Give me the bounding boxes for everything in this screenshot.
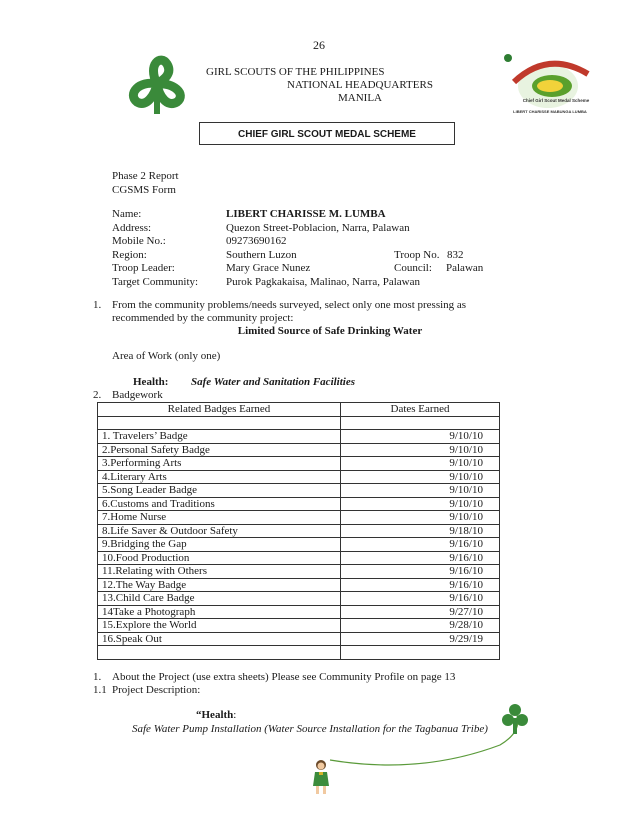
- empty-cell: [98, 416, 341, 430]
- badge-date-cell: 9/16/10: [341, 565, 500, 579]
- health-heading: [196, 709, 236, 722]
- table-row: [98, 551, 500, 565]
- badge-name-cell: 2.Personal Safety Badge: [98, 443, 341, 457]
- badge-date-cell: 9/16/10: [341, 551, 500, 565]
- name-label: Name:: [112, 208, 142, 220]
- badge-name-cell: 6.Customs and Traditions: [98, 497, 341, 511]
- project-logo: [502, 52, 594, 120]
- q1-answer: Limited Source of Safe Drinking Water: [237, 325, 423, 337]
- health-value: Safe Water and Sanitation Facilities: [191, 376, 356, 388]
- badge-date-cell: 9/10/10: [341, 511, 500, 525]
- badge-name-cell: 12.The Way Badge: [98, 578, 341, 592]
- badge-name-cell: 5.Song Leader Badge: [98, 484, 341, 498]
- address-label: Address:: [112, 222, 152, 234]
- q1-text-line2: recommended by the community project:: [112, 312, 294, 324]
- badge-name-cell: 1. Travelers’ Badge: [98, 430, 341, 444]
- badge-date-cell: 9/27/10: [341, 605, 500, 619]
- table-row: [98, 443, 500, 457]
- table-row: [98, 430, 500, 444]
- badge-name-cell: 13.Child Care Badge: [98, 592, 341, 606]
- badge-date-cell: 9/16/10: [341, 538, 500, 552]
- table-row: [98, 592, 500, 606]
- badge-name-cell: 16.Speak Out: [98, 632, 341, 646]
- leader-value: Mary Grace Nunez: [226, 262, 311, 274]
- table-empty-row: [98, 416, 500, 430]
- q1-number: 1.: [93, 299, 102, 311]
- table-row: [98, 605, 500, 619]
- address-value: Quezon Street-Poblacion, Narra, Palawan: [226, 222, 410, 234]
- badge-date-cell: 9/10/10: [341, 430, 500, 444]
- about-number: 1.: [93, 671, 102, 683]
- column-header-dates: Dates Earned: [341, 403, 500, 417]
- empty-cell: [341, 416, 500, 430]
- table-row: [98, 619, 500, 633]
- empty-cell: [341, 646, 500, 660]
- council-label: Council:: [394, 262, 432, 274]
- badge-name-cell: 3.Performing Arts: [98, 457, 341, 471]
- org-name: GIRL SCOUTS OF THE PHILIPPINES: [206, 66, 385, 78]
- leader-label: Troop Leader:: [112, 262, 175, 274]
- health-heading-colon: :: [233, 709, 237, 721]
- table-row: [98, 632, 500, 646]
- badge-name-cell: 9.Bridging the Gap: [98, 538, 341, 552]
- table-header-row: [98, 403, 500, 417]
- phase-label: Phase 2 Report: [112, 170, 179, 182]
- badge-name-cell: 4.Literary Arts: [98, 470, 341, 484]
- scheme-banner: CHIEF GIRL SCOUT MEDAL SCHEME: [199, 122, 455, 145]
- project-title: Safe Water Pump Installation (Water Source Installation for the Tagbanua Tribe): [132, 723, 488, 735]
- badge-name-cell: 7.Home Nurse: [98, 511, 341, 525]
- badge-name-cell: 11.Relating with Others: [98, 565, 341, 579]
- empty-cell: [98, 646, 341, 660]
- table-row: [98, 538, 500, 552]
- badge-name-cell: 8.Life Saver & Outdoor Safety: [98, 524, 341, 538]
- badge-date-cell: 9/10/10: [341, 457, 500, 471]
- badge-date-cell: 9/28/10: [341, 619, 500, 633]
- badge-name-cell: 10.Food Production: [98, 551, 341, 565]
- troop-value: 832: [447, 249, 464, 261]
- region-value: Southern Luzon: [226, 249, 297, 261]
- description-label: Project Description:: [112, 684, 201, 696]
- badge-date-cell: 9/10/10: [341, 497, 500, 511]
- girl-scout-figure: [310, 758, 332, 796]
- name-value: LIBERT CHARISSE M. LUMBA: [226, 208, 386, 220]
- badge-date-cell: 9/10/10: [341, 470, 500, 484]
- council-value: Palawan: [446, 262, 484, 274]
- org-hq: NATIONAL HEADQUARTERS: [287, 79, 433, 91]
- mobile-label: Mobile No.:: [112, 235, 166, 247]
- table-row: [98, 578, 500, 592]
- table-row: [98, 484, 500, 498]
- column-header-badges: Related Badges Earned: [98, 403, 341, 417]
- badge-date-cell: 9/10/10: [341, 484, 500, 498]
- page-number: 26: [313, 38, 325, 52]
- badge-date-cell: 9/29/19: [341, 632, 500, 646]
- table-row: [98, 524, 500, 538]
- trefoil-logo: [117, 50, 197, 118]
- health-label: Health:: [133, 376, 169, 388]
- community-label: Target Community:: [112, 276, 199, 288]
- logo-name: LIBERT CHARISSE MABUNGA LUMBA: [513, 109, 587, 114]
- logo-subtitle: Chief Girl Scout Medal Scheme: [522, 98, 590, 103]
- q1-text-line1: From the community problems/needs surveyed, select only one most pressing as: [112, 299, 467, 311]
- table-row: [98, 565, 500, 579]
- table-row: [98, 457, 500, 471]
- badge-date-cell: 9/16/10: [341, 578, 500, 592]
- decorative-swoosh: [300, 700, 540, 780]
- organization-header: [200, 66, 460, 105]
- form-label: CGSMS Form: [112, 184, 176, 196]
- badge-name-cell: 15.Explore the World: [98, 619, 341, 633]
- badgework-label: Badgework: [112, 389, 163, 401]
- badge-date-cell: 9/18/10: [341, 524, 500, 538]
- mobile-value: 09273690162: [226, 235, 287, 247]
- org-city: MANILA: [338, 92, 382, 104]
- about-text: About the Project (use extra sheets) Please see Community Profile on page 13: [112, 671, 456, 683]
- table-row: [98, 497, 500, 511]
- region-label: Region:: [112, 249, 147, 261]
- community-value: Purok Pagkakaisa, Malinao, Narra, Palawan: [226, 276, 420, 288]
- health-heading-text: “Health: [196, 709, 234, 721]
- badgework-number: 2.: [93, 389, 102, 401]
- troop-label: Troop No.: [394, 249, 440, 261]
- badge-date-cell: 9/16/10: [341, 592, 500, 606]
- badge-date-cell: 9/10/10: [341, 443, 500, 457]
- table-row: [98, 511, 500, 525]
- badges-table: [97, 402, 500, 660]
- badge-name-cell: 14Take a Photograph: [98, 605, 341, 619]
- table-empty-row: [98, 646, 500, 660]
- table-row: [98, 470, 500, 484]
- description-number: 1.1: [93, 684, 107, 696]
- area-of-work-label: Area of Work (only one): [112, 350, 221, 362]
